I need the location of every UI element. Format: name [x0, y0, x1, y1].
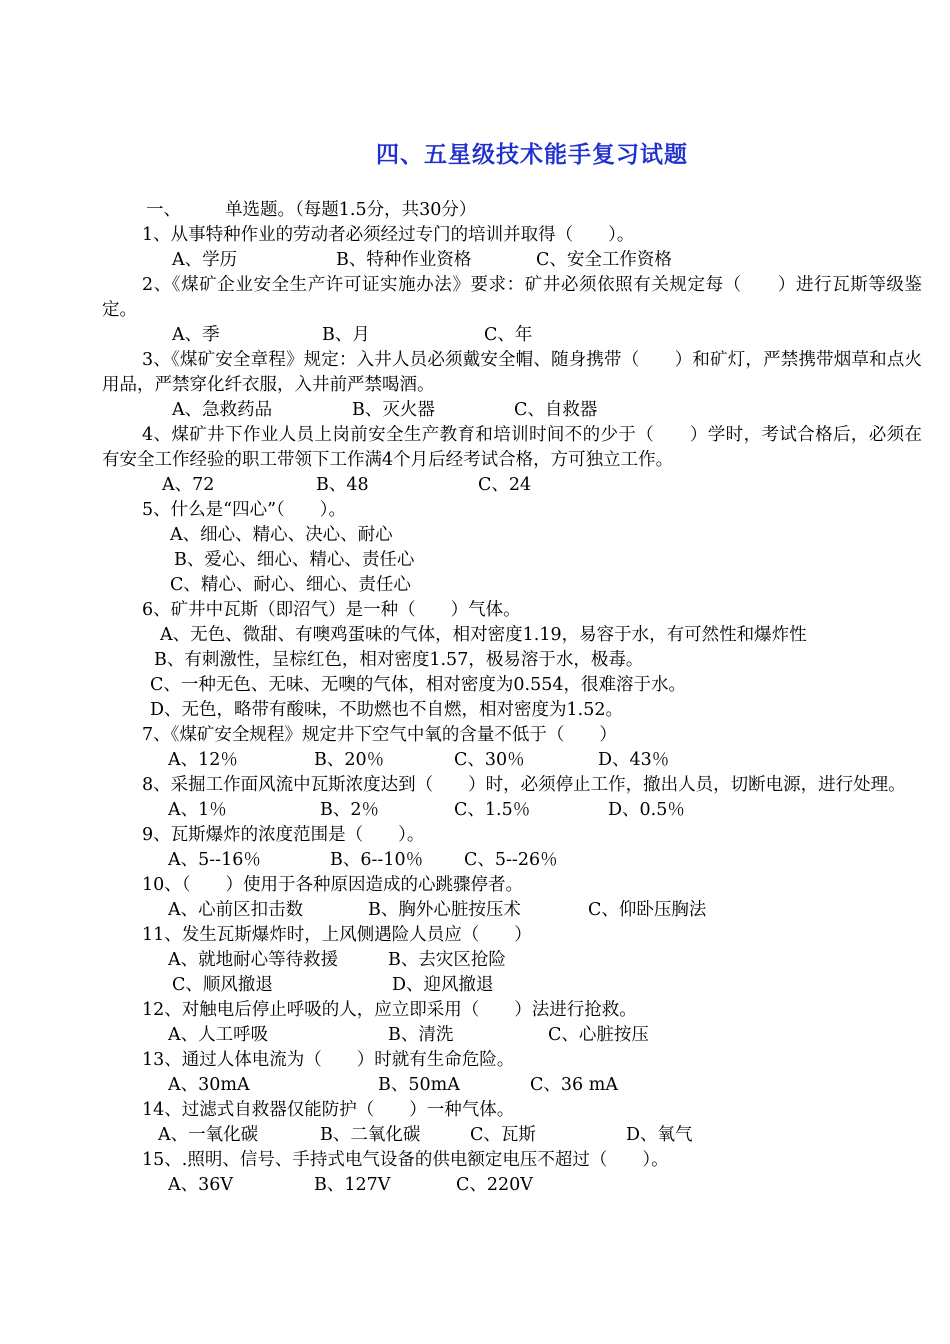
section-heading: [102, 198, 922, 223]
option: A、72: [162, 475, 215, 495]
option: B、灭火器: [352, 400, 435, 420]
question-text: 9、瓦斯爆炸的浓度范围是（ ）。: [142, 825, 425, 845]
question-body: [102, 198, 922, 1198]
option: C、36 mA: [530, 1075, 618, 1095]
section-number: 一、: [146, 200, 181, 220]
option: B、清洗: [388, 1025, 454, 1045]
question-text: 11、发生瓦斯爆炸时，上风侧遇险人员应（ ）: [142, 925, 532, 945]
page-title: 四、五星级技术能手复习试题: [376, 141, 688, 168]
question-text: 1、从事特种作业的劳动者必须经过专门的培训并取得（ ）。: [142, 225, 635, 245]
option: B、48: [316, 475, 369, 495]
option: B、2％: [320, 800, 379, 820]
option-row: [102, 1073, 922, 1098]
option: A、36V: [168, 1175, 234, 1195]
option: C、自救器: [514, 400, 598, 420]
section-heading-text: 单选题。（每题1.5分，共30分）: [225, 200, 477, 220]
option-row: [102, 473, 922, 498]
option: D、氧气: [626, 1125, 693, 1145]
option: C、安全工作资格: [536, 250, 672, 270]
option: B、20％: [314, 750, 385, 770]
option: C、1.5％: [454, 800, 531, 820]
option: A、一氧化碳: [158, 1125, 259, 1145]
option: A、季: [172, 325, 220, 345]
option-row: [102, 323, 922, 348]
question-text: 5、什么是“四心”（ ）。: [142, 500, 347, 520]
option: D、迎风撤退: [392, 975, 494, 995]
option-row: [102, 898, 922, 923]
option: C、瓦斯: [470, 1125, 536, 1145]
option-row: [102, 1173, 922, 1198]
option-row: [102, 398, 922, 423]
option: C、心脏按压: [548, 1025, 649, 1045]
option-row: [102, 1123, 922, 1148]
option: B、50mA: [378, 1075, 460, 1095]
option: A、无色、微甜、有噢鸡蛋味的气体，相对密度1.19，易容于水，有可然性和爆炸性: [160, 625, 807, 645]
question-text: 2、《煤矿企业安全生产许可证实施办法》要求：矿井必须依照有关规定每（ ）进行瓦斯等级鉴定。: [102, 275, 922, 320]
option: B、二氧化碳: [320, 1125, 421, 1145]
option: C、顺风撤退: [172, 975, 273, 995]
question-text: 8、采掘工作面风流中瓦斯浓度达到（ ）时，必须停止工作，撤出人员，切断电源，进行处理。: [142, 775, 906, 795]
option: B、爱心、细心、精心、责任心: [174, 550, 415, 570]
option: C、精心、耐心、细心、责任心: [170, 575, 411, 595]
option: C、年: [484, 325, 533, 345]
question-text: 7、《煤矿安全规程》规定井下空气中氧的含量不低于（ ）: [142, 725, 617, 745]
option: B、6--10％: [330, 850, 424, 870]
question-text: 13、通过人体电流为（ ）时就有生命危险。: [142, 1050, 515, 1070]
option-row: [102, 798, 922, 823]
question-text: 10、（ ）使用于各种原因造成的心跳骤停者。: [142, 875, 524, 895]
option: B、特种作业资格: [336, 250, 472, 270]
option: B、有刺激性，呈棕红色，相对密度1.57，极易溶于水，极毒。: [154, 650, 644, 670]
option: A、细心、精心、决心、耐心: [170, 525, 393, 545]
option: C、仰卧压胸法: [588, 900, 707, 920]
question-text: 14、过滤式自救器仅能防护（ ）一种气体。: [142, 1100, 515, 1120]
option-row: [102, 848, 922, 873]
option: D、0.5％: [608, 800, 685, 820]
option: A、12％: [168, 750, 238, 770]
option: A、急救药品: [172, 400, 273, 420]
option: C、5--26％: [464, 850, 558, 870]
question-text: 3、《煤矿安全章程》规定：入井人员必须戴安全帽、随身携带（ ）和矿灯，严禁携带烟草和点火用品，严禁穿化纤衣服，入井前严禁喝酒。: [102, 350, 922, 395]
option: A、5--16％: [168, 850, 261, 870]
option: A、心前区扣击数: [168, 900, 304, 920]
option: A、人工呼吸: [168, 1025, 269, 1045]
option: C、30％: [454, 750, 525, 770]
option: B、去灾区抢险: [388, 950, 506, 970]
option-row: [102, 948, 922, 973]
option: A、学历: [172, 250, 238, 270]
question-text: 15、.照明、信号、手持式电气设备的供电额定电压不超过（ ）。: [142, 1150, 669, 1170]
question-text: 6、矿井中瓦斯（即沼气）是一种（ ）气体。: [142, 600, 521, 620]
option: B、月: [322, 325, 370, 345]
option-row: [102, 1023, 922, 1048]
option: D、无色，略带有酸味，不助燃也不自燃，相对密度为1.52。: [150, 700, 623, 720]
option: A、就地耐心等待救援: [168, 950, 339, 970]
option-row: [102, 973, 922, 998]
option: C、24: [478, 475, 532, 495]
question-text: 4、煤矿井下作业人员上岗前安全生产教育和培训时间不的少于（ ）学时，考试合格后，必须在有安全工作经验的职工带领下工作满4个月后经考试合格，方可独立工作。: [102, 425, 922, 470]
option: A、1％: [168, 800, 227, 820]
option-row: [102, 748, 922, 773]
option: B、127V: [314, 1175, 391, 1195]
option: A、30mA: [168, 1075, 250, 1095]
option: C、一种无色、无味、无噢的气体，相对密度为0.554，很难溶于水。: [150, 675, 686, 695]
option: C、220V: [456, 1175, 533, 1195]
option: D、43％: [598, 750, 670, 770]
option-row: [102, 248, 922, 273]
question-text: 12、对触电后停止呼吸的人，应立即采用（ ）法进行抢救。: [142, 1000, 637, 1020]
option: B、胸外心脏按压术: [368, 900, 521, 920]
